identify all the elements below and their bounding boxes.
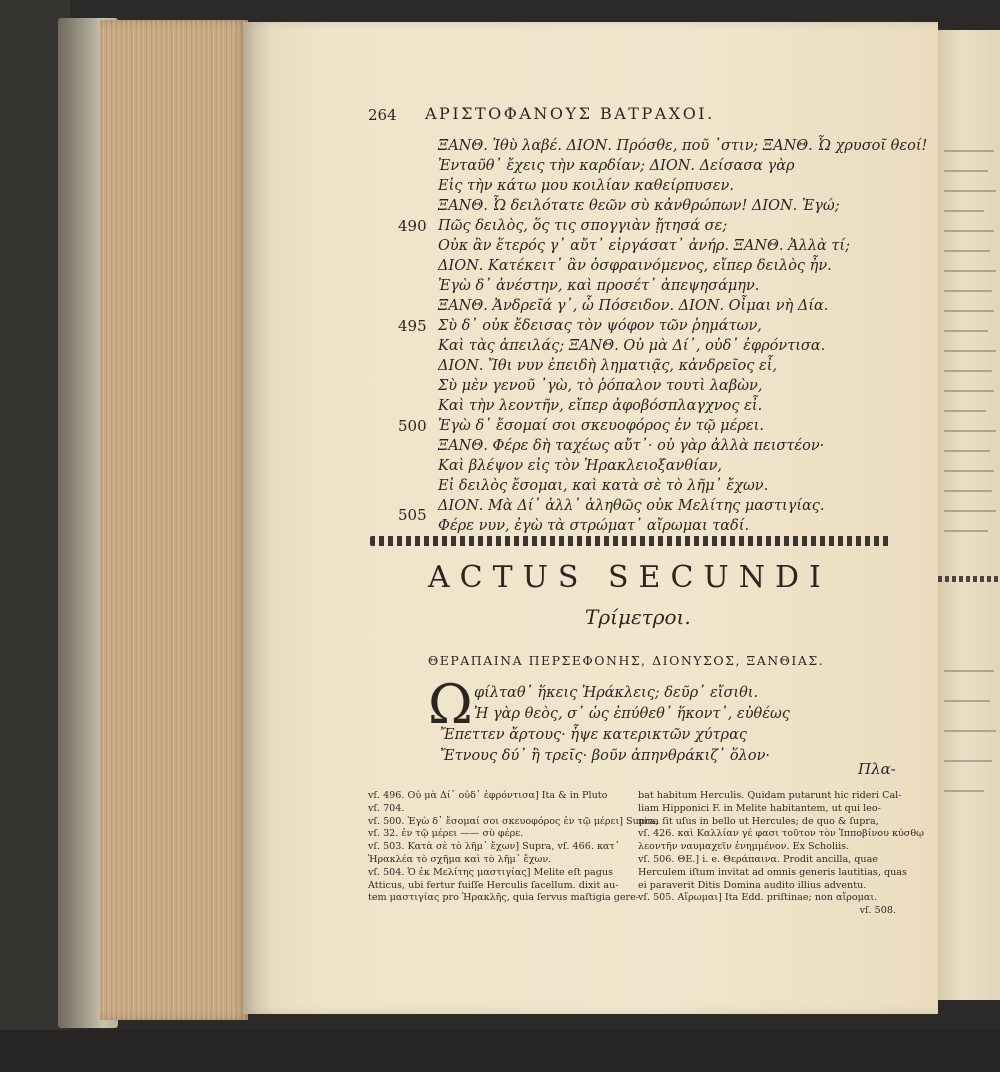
facing-page-text-line <box>944 250 990 252</box>
facing-page-text-line <box>944 150 994 152</box>
verse-line: Εἰ δειλὸς ἔσομαι, καὶ κατὰ σὲ τὸ λῆμ᾽ ἔχων. <box>438 478 769 494</box>
verse-line: Ἐνταῦθ᾽ ἔχεις τὴν καρδίαν; ΔΙΟΝ. Δείσασα γὰρ <box>438 158 795 174</box>
facing-page-text-line <box>944 290 992 292</box>
verse-line: ΔΙΟΝ. Ἴθι νυν ἐπειδὴ ληματιᾷς, κἀνδρεῖος εἶ, <box>438 358 778 374</box>
footnotes-left-column <box>368 790 659 905</box>
footnote-line: λεοντῆν ναυμαχεῖν ἐνημμένον. Ex Scholiis. <box>638 841 850 853</box>
drop-capital: Ω <box>428 673 473 736</box>
footnote-line: vſ. 505. Αἴρωμαι] Ita Edd. priſtinae; non αἴρομαι. <box>638 892 878 904</box>
verse-line: Καὶ τὴν λεοντῆν, εἴπερ ἀφοβόσπλαγχνος εἶ. <box>438 398 763 414</box>
verse-line: ΞΑΝΘ. Ἰθὺ λαβέ. ΔΙΟΝ. Πρόσθε, ποῦ ᾽στιν; ΞΑΝΘ. Ὦ χρυσοῖ θεοί! <box>438 138 928 154</box>
facing-page <box>938 30 1000 1000</box>
facing-page-text-line <box>944 370 992 372</box>
footnote-line: tem μαστιγίας pro Ἡρακλῆς, quia ſervus maſtigia gere- <box>368 892 640 904</box>
verse-line: ΞΑΝΘ. Ἀνδρεῖά γ᾽, ὦ Πόσειδον. ΔΙΟΝ. Οἶμαι νὴ Δία. <box>438 298 829 314</box>
running-title: ΑΡΙΣΤΟΦΑΝΟΥΣ ΒΑΤΡΑΧΟΙ. <box>425 104 715 123</box>
footnote-line: vſ. 32. ἐν τῷ μέρει —— σὺ φέρε. <box>368 828 524 840</box>
verse-line: Ἐγὼ δ᾽ ἀνέστην, καὶ προσέτ᾽ ἀπεψησάμην. <box>438 278 760 294</box>
facing-page-text-line <box>944 450 990 452</box>
facing-page-text-line <box>944 270 996 272</box>
verse-line: Φέρε νυν, ἐγὼ τὰ στρώματ᾽ αἴρωμαι ταδί. <box>438 518 750 534</box>
footnote-line: vſ. 426. καὶ Καλλίαν γέ φασι τοῦτον τὸν Ἱπποβίνου κύσθῳ <box>638 828 924 840</box>
footnote-line: bat habitum Herculis. Quidam putarunt hic rideri Cal- <box>638 790 902 801</box>
facing-page-text-line <box>944 190 996 192</box>
act-title: ACTUS SECUNDI <box>428 560 831 595</box>
facing-page-text-line <box>944 760 992 762</box>
scene-verse-line: Ἔτνους δύ᾽ ἢ τρεῖς· βοῦν ἀπηνθράκιζ᾽ ὅλον· <box>440 748 770 764</box>
facing-page-text-line <box>944 430 996 432</box>
facing-page-text-line <box>944 390 994 392</box>
footnote-line: liam Hipponici F. in Melite habitantem, ut qui leo- <box>638 802 881 814</box>
footnote-line: vſ. 704. <box>368 802 405 814</box>
verse-line: Σὺ δ᾽ οὐκ ἔδεισας τὸν ψόφον τῶν ῥημάτων, <box>438 318 762 334</box>
footnote-catchword: vſ. 508. <box>859 905 896 917</box>
facing-page-text-line <box>944 330 988 332</box>
page-number: 264 <box>368 106 397 124</box>
facing-page-text-line <box>944 210 984 212</box>
verse-line: Καὶ τὰς ἀπειλάς; ΞΑΝΘ. Οὐ μὰ Δί᾽, οὐδ᾽ ἐφρόντισα. <box>438 338 826 354</box>
catchword: Πλα- <box>858 760 896 778</box>
scene-verse-line: Ἔπεττεν ἄρτους· ἧψε κατερικτῶν χύτρας <box>440 727 747 743</box>
footnote-line: Herculem iſtum invitat ad omnis generis lautitias, quas <box>638 866 907 878</box>
dramatis-personae: ΘΕΡΑΠΑΙΝΑ ΠΕΡΣΕΦΟΝΗΣ, ΔΙΟΝΥΣΟΣ, ΞΑΝΘΙΑΣ. <box>428 653 825 668</box>
verse-line: ΞΑΝΘ. Ὦ δειλότατε θεῶν σὺ κἀνθρώπων! ΔΙΟΝ. Ἐγώ; <box>438 198 840 214</box>
footnote-line: vſ. 496. Οὐ μὰ Δί᾽ οὐδ᾽ ἐφρόντισα] Ita & in Pluto <box>368 790 608 801</box>
facing-page-text-line <box>944 230 994 232</box>
facing-page-text-line <box>944 510 996 512</box>
line-number: 500 <box>398 417 427 435</box>
footnotes-right-column <box>638 790 924 918</box>
line-number: 505 <box>398 506 427 524</box>
footnote-line: nina ſit uſus in bello ut Hercules; de quo & ſupra, <box>638 815 879 827</box>
facing-page-text-line <box>944 350 996 352</box>
verse-line: ΔΙΟΝ. Μὰ Δί᾽ ἀλλ᾽ ἀληθῶς οὐκ Μελίτης μαστιγίας. <box>438 498 825 514</box>
footnote-line: Ἡρακλέα τὸ σχῆμα καὶ τὸ λῆμ᾽ ἔχων. <box>368 853 552 865</box>
facing-page-text-line <box>944 310 994 312</box>
footnote-line: vſ. 504. Ὁ ἐκ Μελίτης μαστιγίας] Melite eſt pagus <box>368 866 614 878</box>
facing-page-text-line <box>944 490 992 492</box>
line-number: 495 <box>398 317 427 335</box>
scene-verse-line: Ἡ γὰρ θεὸς, σ᾽ ὡς ἐπύθεθ᾽ ἥκοντ᾽, εὐθέως <box>474 706 790 722</box>
footnote-line: vſ. 500. Ἐγὼ δ᾽ ἔσομαί σοι σκευοφόρος ἐν τῷ μέρει] Supra, <box>368 815 659 827</box>
facing-page-text-line <box>944 170 988 172</box>
verse-line: Καὶ βλέψον εἰς τὸν Ἡρακλειοξανθίαν, <box>438 458 722 474</box>
facing-page-text-line <box>944 530 988 532</box>
facing-page-text-line <box>944 700 990 702</box>
verse-line: Εἰς τὴν κάτω μου κοιλίαν καθείρπυσεν. <box>438 178 734 194</box>
verse-line: Ἐγὼ δ᾽ ἔσομαί σοι σκευοφόρος ἐν τῷ μέρει. <box>438 418 764 434</box>
gutter-shadow <box>243 22 273 1014</box>
facing-page-ornament-rule <box>938 576 1000 582</box>
facing-page-text-line <box>944 730 996 732</box>
facing-page-text-line <box>944 410 986 412</box>
facing-page-text-line <box>944 790 984 792</box>
verse-line: ΔΙΟΝ. Κατέκειτ᾽ ἂν ὀσφραινόμενος, εἴπερ δειλὸς ἦν. <box>438 258 832 274</box>
verse-line: Οὐκ ἂν ἕτερός γ᾽ αὔτ᾽ εἰργάσατ᾽ ἀνήρ. ΞΑΝΘ. Ἀλλὰ τί; <box>438 238 850 254</box>
verse-line: Σὺ μὲν γενοῦ ᾽γὼ, τὸ ῥόπαλον τουτὶ λαβὼν, <box>438 378 763 394</box>
page-edges <box>100 20 248 1020</box>
facing-page-text-line <box>944 470 994 472</box>
footnote-line: vſ. 503. Κατὰ σὲ τὸ λῆμ᾽ ἔχων] Supra, vſ. 466. κατ᾽ <box>368 841 620 853</box>
ornamental-rule <box>370 536 890 546</box>
background-bottom <box>0 1030 1000 1072</box>
scene-verse-line: φίλταθ᾽ ἥκεις Ἡράκλεις; δεῦρ᾽ εἴσιθι. <box>474 685 759 701</box>
meter-heading: Τρίμετροι. <box>585 605 691 629</box>
footnote-line: ei paraverit Ditis Domina audito illius adventu. <box>638 879 867 891</box>
footnote-line: Atticus, ubi fertur fuiſſe Herculis ſacellum. dixit au- <box>368 879 619 891</box>
line-number: 490 <box>398 217 427 235</box>
footnote-line: vſ. 506. ΘΕ.] i. e. Θεράπαινα. Prodit ancilla, quae <box>638 853 878 865</box>
verse-line: Πῶς δειλὸς, ὅς τις σπογγιὰν ᾔτησά σε; <box>438 218 728 234</box>
facing-page-text-line <box>944 670 994 672</box>
verse-line: ΞΑΝΘ. Φέρε δὴ ταχέως αὔτ᾽· οὐ γὰρ ἀλλὰ πειστέον· <box>438 438 825 454</box>
